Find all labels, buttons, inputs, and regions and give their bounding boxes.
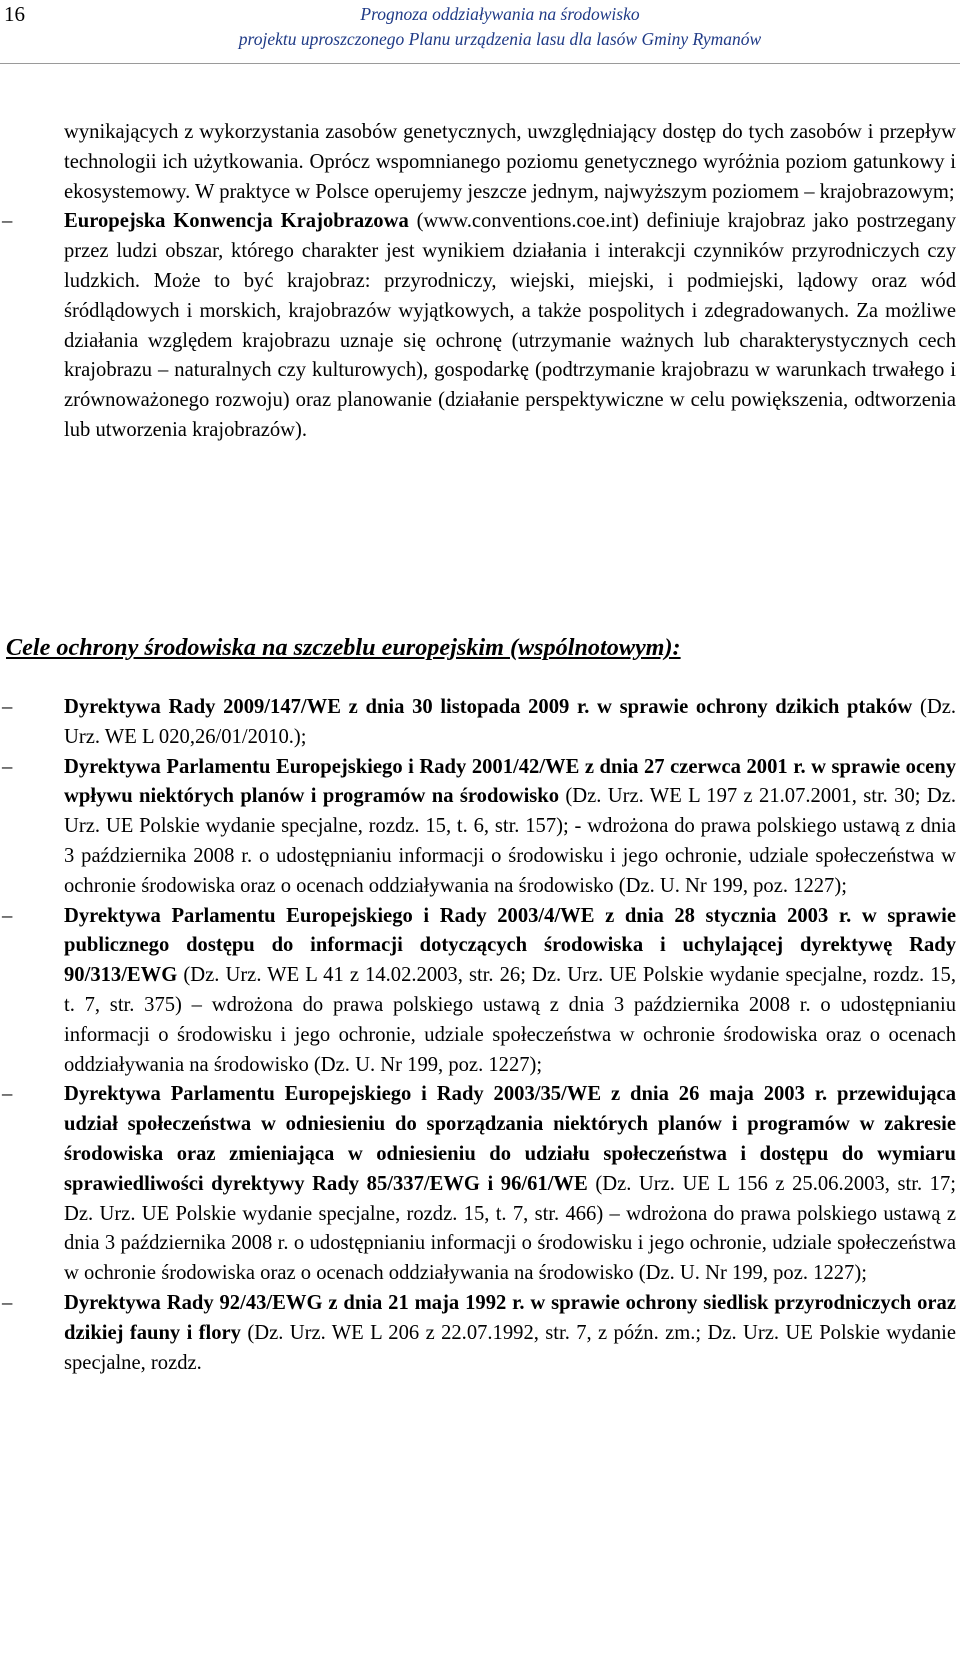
list-item [2,693,956,753]
convention-title: Europejska Konwencja Krajobrazowa [64,210,409,233]
list-item [2,753,956,902]
directive-title: Dyrektywa Parlamentu Europejskiego i Rady 2003/35/WE z dnia 26 maja 2003 r. przewidująca udział społeczeństwa w odniesieniu do sporządzania niektórych planów i programów w zakresie środowiska oraz zmieniająca w odniesieniu do udziału społeczeństwa i dostępu do wymiaru sprawiedliwości dyrektywy Rady 85/337/EWG i 96/61/WE [64,1083,956,1195]
directive-title: Dyrektywa Parlamentu Europejskiego i Rady 2001/42/WE z dnia 27 czerwca 2001 r. w sprawie oceny wpływu niektórych planów i programów na środowisko [64,755,956,808]
bullet-dash: – [2,210,13,233]
page-number: 16 [4,2,25,26]
bullet-dash: – [2,1291,13,1314]
page-header [0,0,960,64]
directive-title: Dyrektywa Rady 92/43/EWG z dnia 21 maja 1992 r. w sprawie ochrony siedlisk przyrodniczych oraz dzikiej fauny i flory [64,1291,956,1344]
list-item [2,1080,956,1289]
running-header-subtitle: projektu uproszczonego Planu urządzenia lasu dla lasów Gminy Rymanów [238,29,762,49]
list-item [2,902,956,1081]
directive-title: Dyrektywa Parlamentu Europejskiego i Rady 2003/4/WE z dnia 28 stycznia 2003 r. w sprawie publicznego dostępu do informacji dotyczących środowiska i uchylającej dyrektywę Rady 90/313/EWG [64,904,956,987]
convention-bullet [2,207,957,445]
directive-reference: (Dz. Urz. WE L 41 z 14.02.2003, str. 26; Dz. Urz. UE Polskie wydanie specjalne, rozdz. 15, t. 7, str. 375) – wdrożona do prawa polskiego ustawą z dnia 3 października 2008 r. o udostępnianiu informacji o środowisku i jego ochronie, udziale społeczeństwa w ochronie środowiska oraz o ocenach oddziaływania na środowisko (Dz. U. Nr 199, poz. 1227); [64,964,956,1076]
section-heading: Cele ochrony środowiska na szczeblu europejskim (wspólnotowym): [6,634,681,661]
intro-section [2,118,957,446]
directive-reference: (Dz. Urz. WE L 206 z 22.07.1992, str. 7, z późn. zm.; Dz. Urz. UE Polskie wydanie specjalne, rozdz. [64,1321,956,1374]
bullet-dash: – [2,755,13,778]
bullet-dash: – [2,696,13,718]
running-header-title: Prognoza oddziaływania na środowisko [360,4,640,24]
directive-reference: (Dz. Urz. WE L 020,26/01/2010.); [64,696,956,748]
list-item [2,1289,956,1378]
directive-reference: (Dz. Urz. WE L 197 z 21.07.2001, str. 30; Dz. Urz. UE Polskie wydanie specjalne, rozdz. 15, t. 6, str. 157); - wdrożona do prawa polskiego ustawą z dnia 3 października 2008 r. o udostępnianiu informacji o środowisku i jego ochronie, udziale społeczeństwa w ochronie środowiska oraz o ocenach oddziaływania na środowisko (Dz. U. Nr 199, poz. 1227); [64,785,956,897]
header-divider [0,63,960,64]
bullet-dash: – [2,904,13,927]
intro-paragraph: wynikających z wykorzystania zasobów genetycznych, uwzględniający dostęp do tych zasobów i przepływ technologii ich użytkowania. Oprócz wspomnianego poziomu genetycznego wyróżnia poziom gatunkowy i ekosystemowy. W praktyce w Polsce operujemy jeszcze jednym, najwyższym poziomem – krajobrazowym; [64,121,956,203]
bullet-dash: – [2,1083,13,1106]
directive-title: Dyrektywa Rady 2009/147/WE z dnia 30 listopada 2009 r. w sprawie ochrony dzikich ptaków [64,696,913,718]
convention-description: (www.conventions.coe.int) definiuje krajobraz jako postrzegany przez ludzi obszar, którego charakter jest wynikiem działania i interakcji czynników przyrodniczych czy ludzkich. Może to być krajobraz: przyrodniczy, wiejski, miejski, i podmiejski, lądowy oraz wód śródlądowych i morskich, krajobrazów wyjątkowych, a także pospolitych i zdegradowanych. Za możliwe działania względem krajobrazu uznaje się ochronę (utrzymanie ważnych lub charakterystycznych cech krajobrazu – naturalnych czy kulturowych), gospodarkę (podtrzymanie krajobrazu w warunkach trwałego i zrównoważonego rozwoju) oraz planowanie (działanie perspektywiczne w celu powiększenia, odtworzenia lub utworzenia krajobrazów). [64,210,957,441]
directive-reference: (Dz. Urz. UE L 156 z 25.06.2003, str. 17; Dz. Urz. UE Polskie wydanie specjalne, rozdz. 15, t. 7, str. 466) – wdrożona do prawa polskiego ustawą z dnia 3 października 2008 r. o udostępnianiu informacji o środowisku i jego ochronie, udziale społeczeństwa w ochronie środowiska oraz o ocenach oddziaływania na środowisko (Dz. U. Nr 199, poz. 1227); [64,1172,956,1285]
running-header [40,2,960,52]
directives-list [2,693,956,1378]
